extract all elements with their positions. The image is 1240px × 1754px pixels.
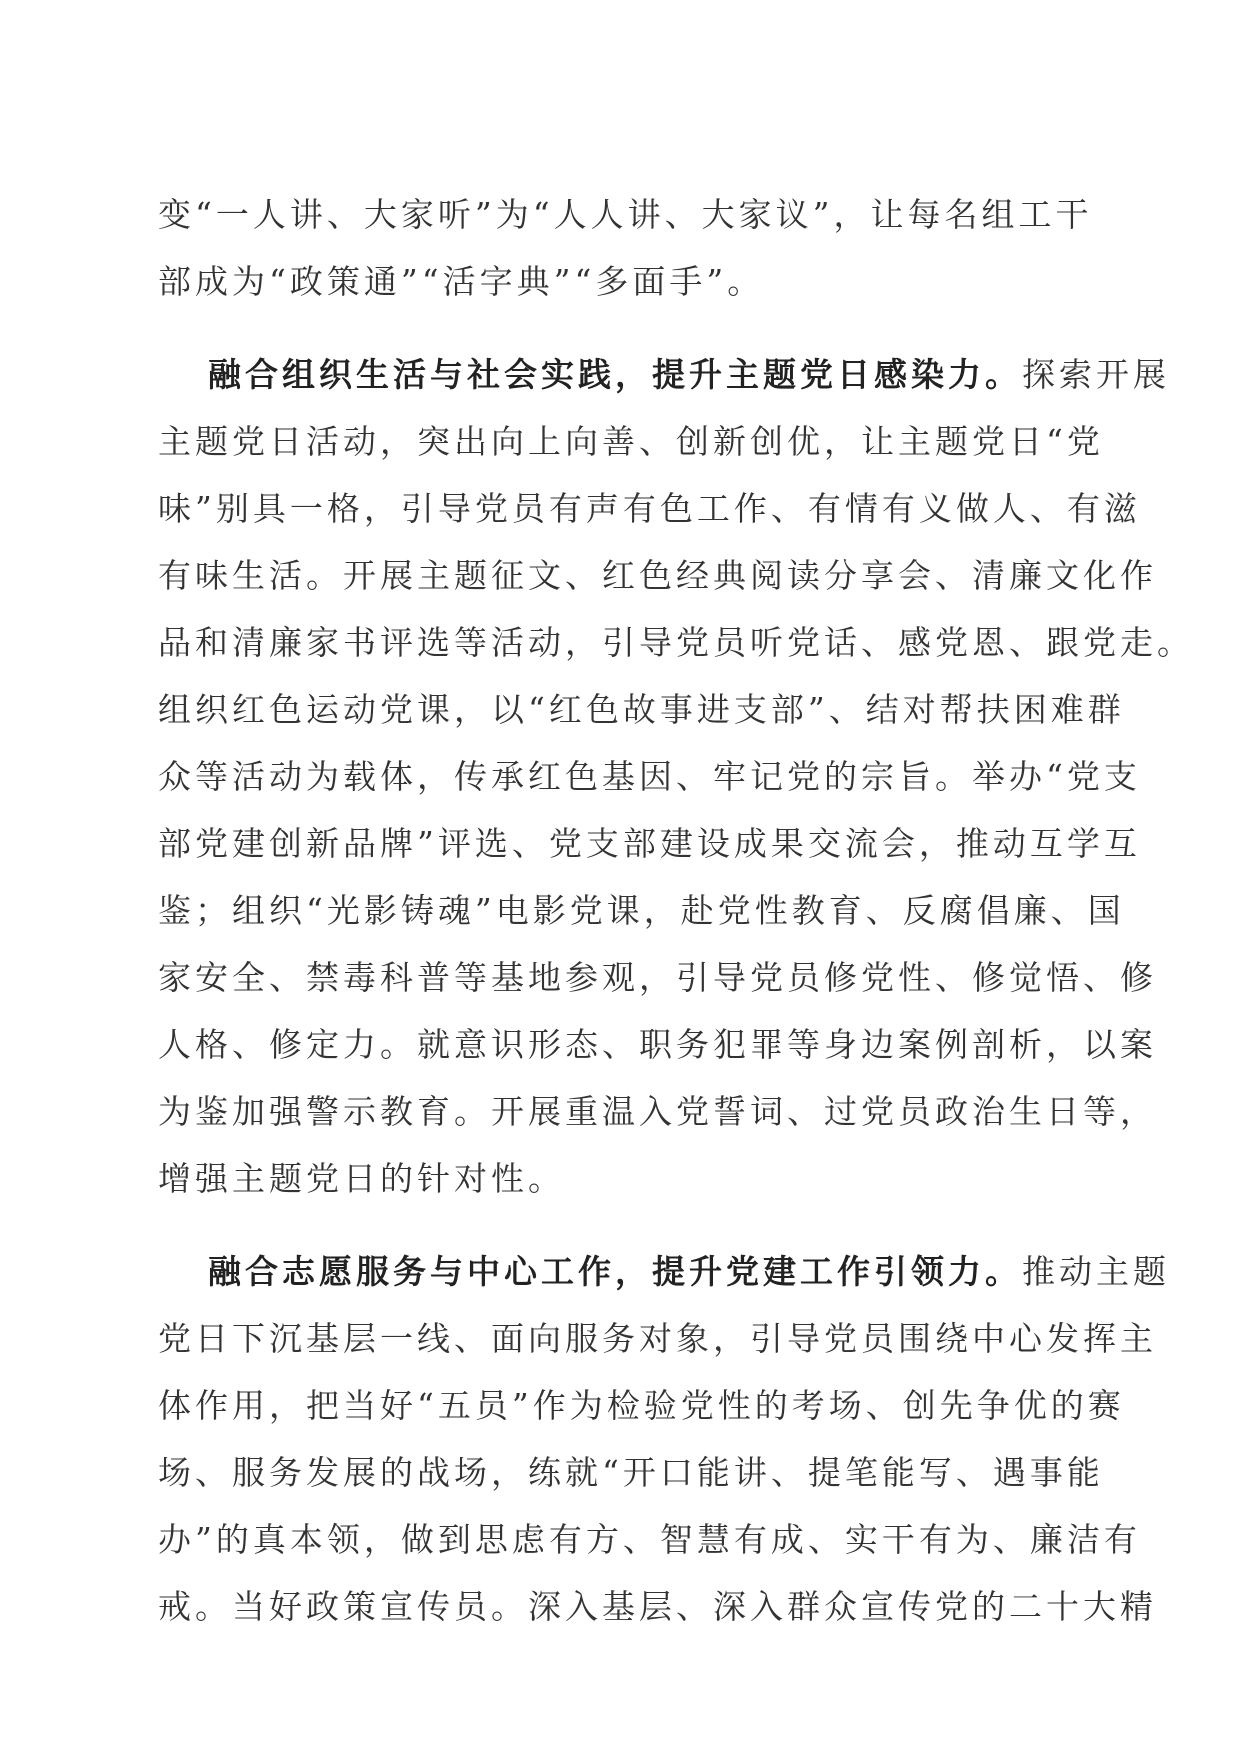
text-line: 为鉴加强警示教育。开展重温入党誓词、过党员政治生日等， bbox=[158, 1092, 1157, 1131]
text-line: 品和清廉家书评选等活动，引导党员听党话、感党恩、跟党走。 bbox=[158, 623, 1194, 662]
paragraph-volunteer-service bbox=[158, 1238, 1170, 1640]
text-line: 家安全、禁毒科普等基地参观，引导党员修党性、修觉悟、修 bbox=[158, 958, 1157, 997]
paragraph-social-practice bbox=[158, 341, 1194, 1212]
paragraph-heading: 融合志愿服务与中心工作，提升党建工作引领力。 bbox=[208, 1252, 1022, 1291]
text-line: 众等活动为载体，传承红色基因、牢记党的宗旨。举办“党支 bbox=[158, 757, 1141, 796]
text-line: 党日下沉基层一线、面向服务对象，引导党员围绕中心发挥主 bbox=[158, 1319, 1157, 1358]
text-line: 部党建创新品牌”评选、党支部建设成果交流会，推动互学互 bbox=[158, 824, 1141, 863]
text-line: 戒。当好政策宣传员。深入基层、深入群众宣传党的二十大精 bbox=[158, 1587, 1157, 1626]
text-line: 办”的真本领，做到思虑有方、智慧有成、实干有为、廉洁有 bbox=[158, 1520, 1141, 1559]
paragraph-first-line bbox=[158, 1238, 1170, 1305]
text-line: 主题党日活动，突出向上向善、创新创优，让主题党日“党 bbox=[158, 422, 1104, 461]
paragraph-gap bbox=[158, 315, 1102, 341]
document-body bbox=[158, 181, 1194, 1640]
paragraph-first-line bbox=[158, 341, 1170, 408]
text-line: 体作用，把当好“五员”作为检验党性的考场、创先争优的赛 bbox=[158, 1386, 1125, 1425]
text-line: 增强主题党日的针对性。 bbox=[158, 1159, 565, 1198]
text-line: 部成为“政策通”“活字典”“多面手”。 bbox=[158, 262, 765, 301]
text-line: 味”别具一格，引导党员有声有色工作、有情有义做人、有滋 bbox=[158, 489, 1141, 528]
text-run: 推动主题 bbox=[1022, 1252, 1170, 1291]
text-line: 场、服务发展的战场，练就“开口能讲、提笔能写、遇事能 bbox=[158, 1453, 1104, 1492]
paragraph-heading: 融合组织生活与社会实践，提升主题党日感染力。 bbox=[208, 355, 1022, 394]
text-line: 有味生活。开展主题征文、红色经典阅读分享会、清廉文化作 bbox=[158, 556, 1157, 595]
text-line: 人格、修定力。就意识形态、职务犯罪等身边案例剖析，以案 bbox=[158, 1025, 1157, 1064]
paragraph-continuation bbox=[158, 181, 1102, 315]
text-run: 探索开展 bbox=[1022, 355, 1170, 394]
text-line: 鉴；组织“光影铸魂”电影党课，赴党性教育、反腐倡廉、国 bbox=[158, 891, 1125, 930]
text-line: 组织红色运动党课，以“红色故事进支部”、结对帮扶困难群 bbox=[158, 690, 1125, 729]
text-line: 变“一人讲、大家听”为“人人讲、大家议”，让每名组工干 bbox=[158, 195, 1093, 234]
paragraph-gap bbox=[158, 1212, 1102, 1238]
